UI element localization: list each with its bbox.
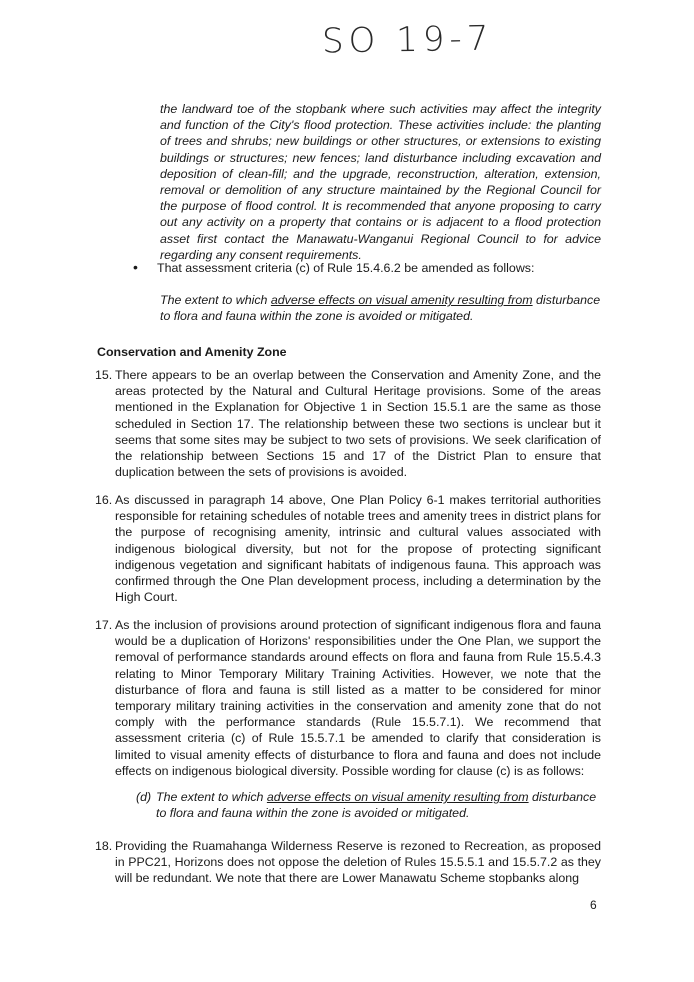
handwritten-stamp: SO 19-7 <box>321 18 494 62</box>
continuation-text: the landward toe of the stopbank where such activities may affect the integrity and function of the City's flood protection. These activities include: the planting of trees and shrubs; new buildings or other structures, or extensions to existing buildings or structures; new fences; land disturbance including excavation and deposition of clean-fill; and the upgrade, reconstruction, alteration, extension, removal or demolition of any structure maintained by the Regional Council for the purpose of flood control. It is recommended that anyone proposing to carry out any activity on a property that contains or is adjacent to a flood protection asset first contact the Manawatu-Wanganui Regional Council to for advice regarding any consent requirements. <box>160 102 601 262</box>
quote-text-before: The extent to which <box>160 293 271 307</box>
quote-text-before: The extent to which <box>156 790 267 804</box>
paragraph-15 <box>95 367 601 480</box>
paragraph-number: 18. <box>95 839 113 853</box>
page-number: 6 <box>590 898 597 912</box>
paragraph-number: 16. <box>95 493 113 507</box>
paragraph-number: 17. <box>95 618 113 632</box>
paragraph-16 <box>95 492 601 605</box>
section-heading: Conservation and Amenity Zone <box>97 345 287 359</box>
paragraph-number: 15. <box>95 368 113 382</box>
quote-text-after: disturbance to flora and fauna within the zone is avoided or mitigated. <box>160 293 601 324</box>
clause-label: (d) <box>136 790 152 804</box>
quote-underlined-text: adverse effects on visual amenity resulting from <box>266 790 529 804</box>
paragraph-17 <box>95 617 601 779</box>
bullet-text: That assessment criteria (c) of Rule 15.4.6.2 be amended as follows: <box>157 261 535 275</box>
paragraph-text: There appears to be an overlap between the Conservation and Amenity Zone, and the areas protected by the Natural and Cultural Heritage provisions. Some of the areas mentioned in the Explanation for Objective 1 in Section 15.5.1 are the same as those scheduled in Section 17. The relationship between these two sections is unclear but it seems that some sites may be subject to two sets of provisions. We seek clarification of the relationship between Sections 15 and 17 of the District Plan to ensure that duplication between the sets of provisions is avoided. <box>115 368 601 480</box>
clause-text <box>156 789 601 821</box>
amendment-quote <box>160 292 601 324</box>
clause-d-quote <box>136 789 601 821</box>
bullet-icon: • <box>133 259 138 275</box>
paragraph-text: Providing the Ruamahanga Wilderness Reserve is rezoned to Recreation, as proposed in PPC21, Horizons does not oppose the deletion of Rules 15.5.5.1 and 15.5.7.2 as they will be redundant. We note that there are Lower Manawatu Scheme stopbanks along <box>115 839 601 886</box>
paragraph-text: As the inclusion of provisions around protection of significant indigenous flora and fauna would be a duplication of Horizons' responsibilities under the One Plan, we support the removal of performance standards around effects on flora and fauna from Rule 15.5.4.3 relating to Minor Temporary Military Training Activities. However, we note that the disturbance of flora and fauna is still listed as a matter to be considered for minor temporary military training activities in the conservation and amenity zone that do not comply with the performance standards (Rule 15.5.7.1). We recommend that assessment criteria (c) of Rule 15.5.7.1 be amended to clarify that consideration is limited to visual amenity effects of disturbance to flora and fauna and does not include effects on indigenous biological diversity. Possible wording for clause (c) is as follows: <box>115 618 601 778</box>
paragraph-18 <box>95 838 601 887</box>
quote-underlined-text: adverse effects on visual amenity resulting from <box>270 293 533 307</box>
quote-text-after: disturbance to flora and fauna within the zone is avoided or mitigated. <box>156 790 597 821</box>
paragraph-text: As discussed in paragraph 14 above, One Plan Policy 6-1 makes territorial authorities responsible for retaining schedules of notable trees and amenity trees in district plans for the purpose of recognising amenity, intrinsic and cultural values associated with indigenous biological diversity, but not for the propose of protecting significant indigenous vegetation and significant habitats of indigenous fauna. This approach was confirmed through the One Plan development process, including a determination by the High Court. <box>115 493 601 605</box>
